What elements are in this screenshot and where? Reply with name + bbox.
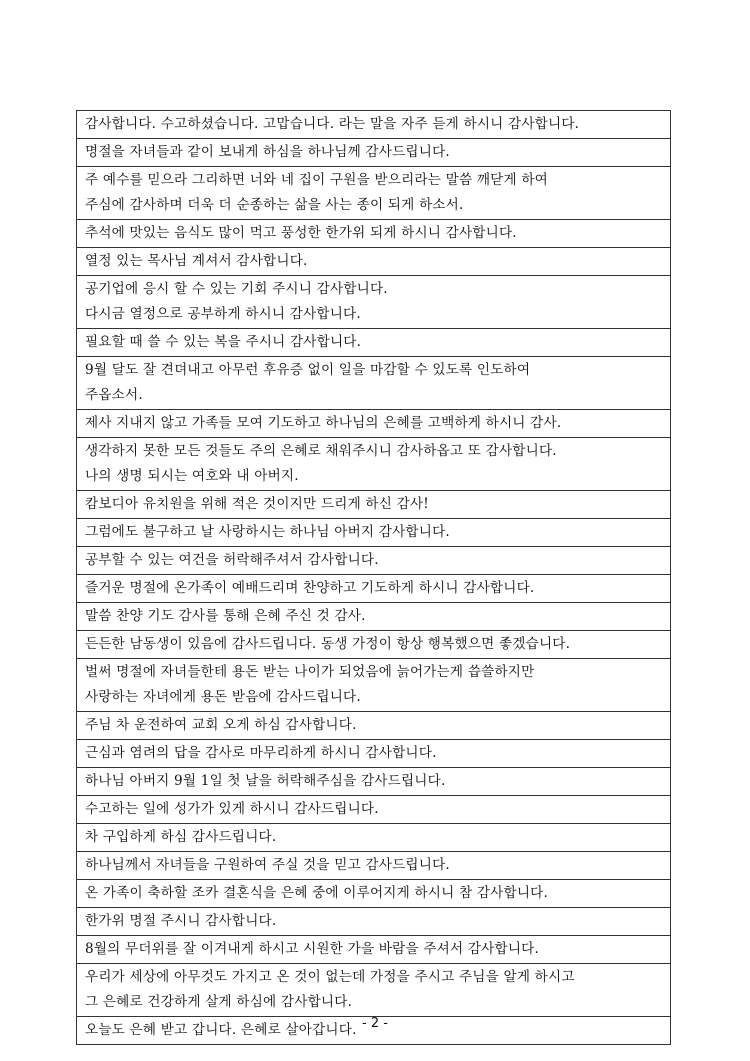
- table-row: [77, 936, 671, 964]
- table-row: [77, 852, 671, 880]
- prayer-cell: 9월 달도 잘 견뎌내고 아무런 후유증 없이 일을 마감할 수 있도록 인도하여 주옵소서.: [77, 357, 671, 410]
- table-row: [77, 659, 671, 712]
- table-row: [77, 740, 671, 768]
- prayer-cell: 열정 있는 목사님 계셔서 감사합니다.: [77, 248, 671, 276]
- prayer-cell: 하나님 아버지 9월 1일 첫 날을 허락해주심을 감사드립니다.: [77, 768, 671, 796]
- table-row: [77, 964, 671, 1017]
- prayer-cell: 오늘도 은혜 받고 갑니다. 은혜로 살아갑니다.: [77, 1017, 671, 1045]
- prayer-table-body: [77, 111, 671, 1045]
- prayer-cell: 8월의 무더위를 잘 이겨내게 하시고 시원한 가을 바람을 주셔서 감사합니다.: [77, 936, 671, 964]
- prayer-cell: 제사 지내지 않고 가족들 모여 기도하고 하나님의 은혜를 고백하게 하시니 감사.: [77, 410, 671, 438]
- table-row: [77, 575, 671, 603]
- table-row: [77, 519, 671, 547]
- table-row: [77, 631, 671, 659]
- table-row: [77, 491, 671, 519]
- prayer-cell: 우리가 세상에 아무것도 가지고 온 것이 없는데 가정을 주시고 주님을 알게 하시고 그 은혜로 건강하게 살게 하심에 감사합니다.: [77, 964, 671, 1017]
- table-row: [77, 796, 671, 824]
- prayer-cell: 차 구입하게 하심 감사드립니다.: [77, 824, 671, 852]
- table-row: [77, 768, 671, 796]
- table-row: [77, 908, 671, 936]
- prayer-cell: 말씀 찬양 기도 감사를 통해 은혜 주신 것 감사.: [77, 603, 671, 631]
- prayer-cell: 명절을 자녀들과 같이 보내게 하심을 하나님께 감사드립니다.: [77, 139, 671, 167]
- prayer-cell: 한가위 명절 주시니 감사합니다.: [77, 908, 671, 936]
- table-row: [77, 111, 671, 139]
- prayer-cell: 벌써 명절에 자녀들한테 용돈 받는 나이가 되었음에 늙어가는게 씁쓸하지만 사랑하는 자녀에게 용돈 받음에 감사드립니다.: [77, 659, 671, 712]
- page-number: - 2 -: [362, 1016, 388, 1031]
- prayer-cell: 주님 차 운전하여 교회 오게 하심 감사합니다.: [77, 712, 671, 740]
- table-row: [77, 712, 671, 740]
- table-row: [77, 139, 671, 167]
- table-row: [77, 603, 671, 631]
- prayer-cell: 필요할 때 쓸 수 있는 복을 주시니 감사합니다.: [77, 329, 671, 357]
- prayer-cell: 근심과 염려의 답을 감사로 마무리하게 하시니 감사합니다.: [77, 740, 671, 768]
- prayer-table: [76, 110, 671, 1045]
- prayer-cell: 그럼에도 불구하고 날 사랑하시는 하나님 아버지 감사합니다.: [77, 519, 671, 547]
- table-row: [77, 220, 671, 248]
- prayer-cell: 온 가족이 축하할 조카 결혼식을 은혜 중에 이루어지게 하시니 참 감사합니다.: [77, 880, 671, 908]
- table-row: [77, 357, 671, 410]
- table-row: [77, 410, 671, 438]
- table-row: [77, 329, 671, 357]
- table-row: [77, 547, 671, 575]
- prayer-cell: 즐거운 명절에 온가족이 예배드리며 찬양하고 기도하게 하시니 감사합니다.: [77, 575, 671, 603]
- table-row: [77, 824, 671, 852]
- prayer-cell: 든든한 남동생이 있음에 감사드립니다. 동생 가정이 항상 행복했으면 좋겠습니다.: [77, 631, 671, 659]
- table-row: [77, 167, 671, 220]
- table-row: [77, 276, 671, 329]
- prayer-cell: 추석에 맛있는 음식도 많이 먹고 풍성한 한가위 되게 하시니 감사합니다.: [77, 220, 671, 248]
- prayer-cell: 감사합니다. 수고하셨습니다. 고맙습니다. 라는 말을 자주 듣게 하시니 감사합니다.: [77, 111, 671, 139]
- table-row: [77, 438, 671, 491]
- prayer-cell: 주 예수를 믿으라 그리하면 너와 네 집이 구원을 받으리라는 말씀 깨닫게 하여 주심에 감사하며 더욱 더 순종하는 삶을 사는 종이 되게 하소서.: [77, 167, 671, 220]
- prayer-cell: 생각하지 못한 모든 것들도 주의 은혜로 채워주시니 감사하옵고 또 감사합니다. 나의 생명 되시는 여호와 내 아버지.: [77, 438, 671, 491]
- prayer-cell: 캄보디아 유치원을 위해 적은 것이지만 드리게 하신 감사!: [77, 491, 671, 519]
- table-row: [77, 248, 671, 276]
- table-row: [77, 880, 671, 908]
- prayer-cell: 하나님께서 자녀들을 구원하여 주실 것을 믿고 감사드립니다.: [77, 852, 671, 880]
- prayer-cell: 수고하는 일에 성가가 있게 하시니 감사드립니다.: [77, 796, 671, 824]
- prayer-cell: 공부할 수 있는 여건을 허락해주셔서 감사합니다.: [77, 547, 671, 575]
- prayer-cell: 공기업에 응시 할 수 있는 기회 주시니 감사합니다. 다시금 열정으로 공부하게 하시니 감사합니다.: [77, 276, 671, 329]
